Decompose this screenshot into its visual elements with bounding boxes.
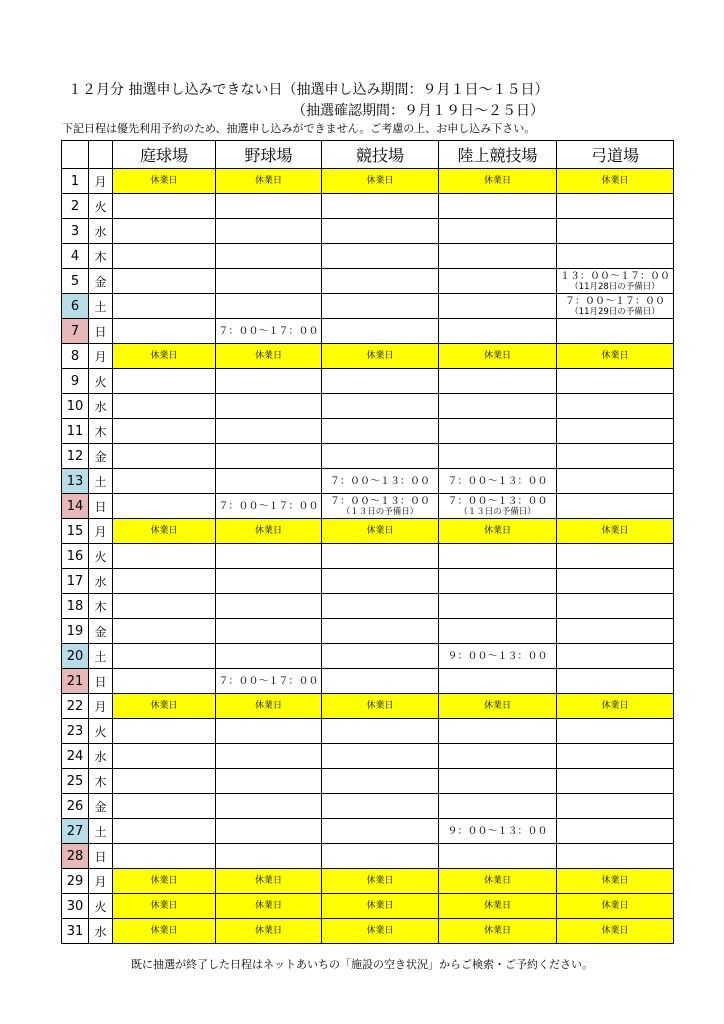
- empty-cell: [557, 719, 674, 744]
- weekday-label: 水: [89, 919, 113, 944]
- empty-cell: [557, 819, 674, 844]
- empty-cell: [322, 794, 439, 819]
- empty-cell: [322, 744, 439, 769]
- empty-cell: [557, 644, 674, 669]
- table-row: [62, 569, 674, 594]
- day-number: 15: [62, 519, 89, 544]
- empty-cell: [557, 394, 674, 419]
- empty-cell: [113, 394, 216, 419]
- weekday-label: 火: [89, 894, 113, 919]
- empty-cell: [557, 569, 674, 594]
- empty-cell: [216, 794, 322, 819]
- reserve-note: （１３日の予備日）: [459, 506, 536, 517]
- weekday-label: 月: [89, 344, 113, 369]
- day-number: 5: [62, 269, 89, 294]
- empty-cell: [322, 369, 439, 394]
- facility-header: 野球場: [216, 141, 322, 169]
- table-row: [62, 544, 674, 569]
- empty-cell: [557, 794, 674, 819]
- day-number: 16: [62, 544, 89, 569]
- closed-day-cell: 休業日: [557, 869, 674, 894]
- empty-cell: [113, 419, 216, 444]
- table-row: [62, 319, 674, 344]
- confirmation-period: （抽選確認期間：９月１９日～２５日）: [292, 103, 544, 119]
- empty-cell: [557, 544, 674, 569]
- empty-cell: [113, 594, 216, 619]
- empty-cell: [322, 269, 439, 294]
- day-number: 11: [62, 419, 89, 444]
- closed-day-cell: 休業日: [216, 694, 322, 719]
- day-number: 20: [62, 644, 89, 669]
- weekday-label: 木: [89, 769, 113, 794]
- empty-cell: [216, 644, 322, 669]
- weekday-label: 土: [89, 644, 113, 669]
- empty-cell: [439, 269, 557, 294]
- table-row: [62, 494, 674, 519]
- empty-cell: [439, 794, 557, 819]
- closed-day-cell: 休業日: [322, 919, 439, 944]
- empty-cell: [322, 644, 439, 669]
- weekday-label: 月: [89, 694, 113, 719]
- closed-day-cell: 休業日: [113, 919, 216, 944]
- empty-cell: [322, 619, 439, 644]
- table-row: [62, 169, 674, 194]
- table-row: [62, 469, 674, 494]
- weekday-label: 金: [89, 794, 113, 819]
- empty-cell: [439, 844, 557, 869]
- reserve-note: （１３日の予備日）: [341, 506, 419, 517]
- closed-day-cell: 休業日: [113, 169, 216, 194]
- table-row: [62, 294, 674, 319]
- reserved-time: ７：００～１７：００: [565, 295, 665, 307]
- weekday-label: 木: [89, 419, 113, 444]
- empty-cell: [216, 844, 322, 869]
- closed-day-cell: 休業日: [113, 894, 216, 919]
- notice-text: 下記日程は優先利用予約のため、抽選申し込みができません。ご考慮の上、お申し込み下さい。: [62, 122, 536, 135]
- empty-cell: [216, 269, 322, 294]
- facility-header: 弓道場: [557, 141, 674, 169]
- empty-cell: [439, 219, 557, 244]
- empty-cell: [439, 294, 557, 319]
- closed-day-cell: 休業日: [322, 519, 439, 544]
- empty-cell: [322, 319, 439, 344]
- empty-cell: [557, 419, 674, 444]
- weekday-label: 水: [89, 569, 113, 594]
- closed-day-cell: 休業日: [113, 344, 216, 369]
- day-number: 4: [62, 244, 89, 269]
- weekday-label: 水: [89, 394, 113, 419]
- weekday-label: 日: [89, 669, 113, 694]
- empty-cell: [216, 369, 322, 394]
- empty-cell: [439, 719, 557, 744]
- empty-cell: [439, 419, 557, 444]
- empty-cell: [322, 294, 439, 319]
- reserved-time: ７：００～１３：００: [447, 495, 548, 507]
- empty-cell: [322, 419, 439, 444]
- empty-cell: [439, 619, 557, 644]
- day-number: 6: [62, 294, 89, 319]
- day-number: 8: [62, 344, 89, 369]
- empty-cell: [113, 269, 216, 294]
- day-number: 29: [62, 869, 89, 894]
- reserved-time-cell: ９：００～１３：００: [439, 644, 557, 669]
- closed-day-cell: 休業日: [557, 694, 674, 719]
- table-row: [62, 194, 674, 219]
- day-number: 19: [62, 619, 89, 644]
- empty-cell: [216, 219, 322, 244]
- empty-cell: [216, 394, 322, 419]
- empty-cell: [113, 194, 216, 219]
- weekday-label: 火: [89, 544, 113, 569]
- empty-cell: [439, 319, 557, 344]
- empty-cell: [439, 194, 557, 219]
- reserve-note: （11月28日の予備日）: [570, 281, 660, 292]
- closed-day-cell: 休業日: [322, 869, 439, 894]
- weekday-label: 土: [89, 469, 113, 494]
- weekday-label: 日: [89, 319, 113, 344]
- weekday-label: 金: [89, 269, 113, 294]
- empty-cell: [557, 494, 674, 519]
- empty-cell: [113, 844, 216, 869]
- empty-cell: [322, 719, 439, 744]
- day-number: 18: [62, 594, 89, 619]
- weekday-label: 土: [89, 294, 113, 319]
- empty-cell: [322, 844, 439, 869]
- empty-cell: [113, 619, 216, 644]
- table-row: [62, 894, 674, 919]
- closed-day-cell: 休業日: [439, 894, 557, 919]
- empty-cell: [322, 219, 439, 244]
- table-row: [62, 769, 674, 794]
- empty-cell: [439, 444, 557, 469]
- day-number: 13: [62, 469, 89, 494]
- day-number: 7: [62, 319, 89, 344]
- weekday-label: 金: [89, 444, 113, 469]
- closed-day-cell: 休業日: [557, 169, 674, 194]
- closed-day-cell: 休業日: [557, 519, 674, 544]
- empty-cell: [113, 444, 216, 469]
- reserved-time-cell: ９：００～１３：００: [439, 819, 557, 844]
- empty-cell: [216, 469, 322, 494]
- closed-day-cell: 休業日: [557, 894, 674, 919]
- empty-cell: [557, 769, 674, 794]
- day-number: 31: [62, 919, 89, 944]
- weekday-column-header: [89, 141, 113, 169]
- empty-cell: [557, 194, 674, 219]
- day-column-header: [62, 141, 89, 169]
- empty-cell: [113, 719, 216, 744]
- closed-day-cell: 休業日: [113, 519, 216, 544]
- empty-cell: [216, 819, 322, 844]
- empty-cell: [439, 569, 557, 594]
- weekday-label: 木: [89, 244, 113, 269]
- table-row: [62, 919, 674, 944]
- closed-day-cell: 休業日: [322, 694, 439, 719]
- day-number: 22: [62, 694, 89, 719]
- table-row: [62, 369, 674, 394]
- schedule-table: [61, 140, 674, 944]
- table-row: [62, 619, 674, 644]
- empty-cell: [113, 644, 216, 669]
- empty-cell: [216, 769, 322, 794]
- table-row: [62, 419, 674, 444]
- table-row: [62, 344, 674, 369]
- facility-header: 庭球場: [113, 141, 216, 169]
- empty-cell: [113, 569, 216, 594]
- empty-cell: [322, 194, 439, 219]
- empty-cell: [557, 319, 674, 344]
- empty-cell: [322, 394, 439, 419]
- closed-day-cell: 休業日: [216, 519, 322, 544]
- weekday-label: 火: [89, 369, 113, 394]
- empty-cell: [322, 544, 439, 569]
- document-title: １２月分 抽選申し込みできない日（抽選申し込み期間：９月１日～１５日）: [68, 82, 549, 98]
- table-row: [62, 694, 674, 719]
- day-number: 12: [62, 444, 89, 469]
- closed-day-cell: 休業日: [439, 869, 557, 894]
- closed-day-cell: 休業日: [322, 169, 439, 194]
- table-row: [62, 869, 674, 894]
- empty-cell: [439, 769, 557, 794]
- footer-note: 既に抽選が終了した日程はネットあいちの「施設の空き状況」からご検索・ご予約ください。: [131, 958, 593, 971]
- closed-day-cell: 休業日: [439, 519, 557, 544]
- weekday-label: 土: [89, 819, 113, 844]
- closed-day-cell: 休業日: [113, 869, 216, 894]
- weekday-label: 水: [89, 744, 113, 769]
- empty-cell: [322, 444, 439, 469]
- day-number: 9: [62, 369, 89, 394]
- empty-cell: [216, 294, 322, 319]
- empty-cell: [439, 394, 557, 419]
- schedule-cell: [557, 269, 674, 294]
- empty-cell: [557, 619, 674, 644]
- table-row: [62, 669, 674, 694]
- empty-cell: [216, 419, 322, 444]
- closed-day-cell: 休業日: [216, 869, 322, 894]
- weekday-label: 火: [89, 719, 113, 744]
- closed-day-cell: 休業日: [439, 169, 557, 194]
- day-number: 14: [62, 494, 89, 519]
- empty-cell: [557, 469, 674, 494]
- empty-cell: [557, 744, 674, 769]
- weekday-label: 日: [89, 844, 113, 869]
- reserve-note: （11月29日の予備日）: [570, 306, 660, 317]
- empty-cell: [439, 594, 557, 619]
- empty-cell: [113, 669, 216, 694]
- table-row: [62, 444, 674, 469]
- closed-day-cell: 休業日: [322, 894, 439, 919]
- empty-cell: [113, 794, 216, 819]
- day-number: 24: [62, 744, 89, 769]
- closed-day-cell: 休業日: [113, 694, 216, 719]
- empty-cell: [113, 819, 216, 844]
- table-row: [62, 819, 674, 844]
- empty-cell: [216, 544, 322, 569]
- closed-day-cell: 休業日: [216, 344, 322, 369]
- empty-cell: [439, 744, 557, 769]
- table-row: [62, 394, 674, 419]
- reserved-time-cell: ７：００～１７：００: [216, 494, 322, 519]
- empty-cell: [113, 494, 216, 519]
- reserved-time-cell: ７：００～１７：００: [216, 319, 322, 344]
- closed-day-cell: 休業日: [439, 694, 557, 719]
- weekday-label: 月: [89, 169, 113, 194]
- empty-cell: [557, 669, 674, 694]
- empty-cell: [322, 769, 439, 794]
- empty-cell: [113, 769, 216, 794]
- weekday-label: 月: [89, 519, 113, 544]
- weekday-label: 日: [89, 494, 113, 519]
- closed-day-cell: 休業日: [439, 919, 557, 944]
- weekday-label: 月: [89, 869, 113, 894]
- table-row: [62, 844, 674, 869]
- header-row: [62, 141, 674, 169]
- day-number: 27: [62, 819, 89, 844]
- weekday-label: 火: [89, 194, 113, 219]
- empty-cell: [113, 319, 216, 344]
- day-number: 23: [62, 719, 89, 744]
- empty-cell: [557, 219, 674, 244]
- empty-cell: [557, 244, 674, 269]
- reserved-time-cell: ７：００～１７：００: [216, 669, 322, 694]
- facility-header: 競技場: [322, 141, 439, 169]
- table-row: [62, 519, 674, 544]
- closed-day-cell: 休業日: [557, 344, 674, 369]
- closed-day-cell: 休業日: [439, 344, 557, 369]
- day-number: 17: [62, 569, 89, 594]
- weekday-label: 金: [89, 619, 113, 644]
- table-row: [62, 744, 674, 769]
- day-number: 2: [62, 194, 89, 219]
- empty-cell: [216, 569, 322, 594]
- empty-cell: [439, 669, 557, 694]
- reserved-time: １３：００～１７：００: [560, 270, 670, 282]
- day-number: 26: [62, 794, 89, 819]
- empty-cell: [216, 594, 322, 619]
- schedule-body: [62, 169, 674, 944]
- table-row: [62, 244, 674, 269]
- empty-cell: [322, 594, 439, 619]
- empty-cell: [557, 369, 674, 394]
- empty-cell: [322, 569, 439, 594]
- empty-cell: [216, 244, 322, 269]
- table-row: [62, 644, 674, 669]
- empty-cell: [439, 544, 557, 569]
- empty-cell: [113, 244, 216, 269]
- weekday-label: 水: [89, 219, 113, 244]
- day-number: 30: [62, 894, 89, 919]
- day-number: 1: [62, 169, 89, 194]
- empty-cell: [216, 619, 322, 644]
- closed-day-cell: 休業日: [557, 919, 674, 944]
- schedule-cell: [557, 294, 674, 319]
- empty-cell: [216, 744, 322, 769]
- empty-cell: [113, 294, 216, 319]
- day-number: 25: [62, 769, 89, 794]
- closed-day-cell: 休業日: [216, 919, 322, 944]
- day-number: 21: [62, 669, 89, 694]
- closed-day-cell: 休業日: [216, 169, 322, 194]
- reserved-time: ７：００～１３：００: [330, 495, 430, 507]
- empty-cell: [216, 444, 322, 469]
- empty-cell: [322, 819, 439, 844]
- schedule-cell: [439, 494, 557, 519]
- empty-cell: [216, 194, 322, 219]
- empty-cell: [113, 544, 216, 569]
- empty-cell: [322, 244, 439, 269]
- empty-cell: [113, 744, 216, 769]
- table-row: [62, 719, 674, 744]
- day-number: 10: [62, 394, 89, 419]
- reserved-time-cell: ７：００～１３：００: [322, 469, 439, 494]
- empty-cell: [113, 219, 216, 244]
- closed-day-cell: 休業日: [216, 894, 322, 919]
- empty-cell: [113, 469, 216, 494]
- empty-cell: [557, 594, 674, 619]
- empty-cell: [322, 669, 439, 694]
- closed-day-cell: 休業日: [322, 344, 439, 369]
- schedule-cell: [322, 494, 439, 519]
- reserved-time-cell: ７：００～１３：００: [439, 469, 557, 494]
- empty-cell: [216, 719, 322, 744]
- empty-cell: [557, 844, 674, 869]
- empty-cell: [113, 369, 216, 394]
- empty-cell: [439, 244, 557, 269]
- day-number: 28: [62, 844, 89, 869]
- empty-cell: [439, 369, 557, 394]
- weekday-label: 木: [89, 594, 113, 619]
- table-row: [62, 794, 674, 819]
- empty-cell: [557, 444, 674, 469]
- day-number: 3: [62, 219, 89, 244]
- table-row: [62, 219, 674, 244]
- table-row: [62, 269, 674, 294]
- facility-header: 陸上競技場: [439, 141, 557, 169]
- table-row: [62, 594, 674, 619]
